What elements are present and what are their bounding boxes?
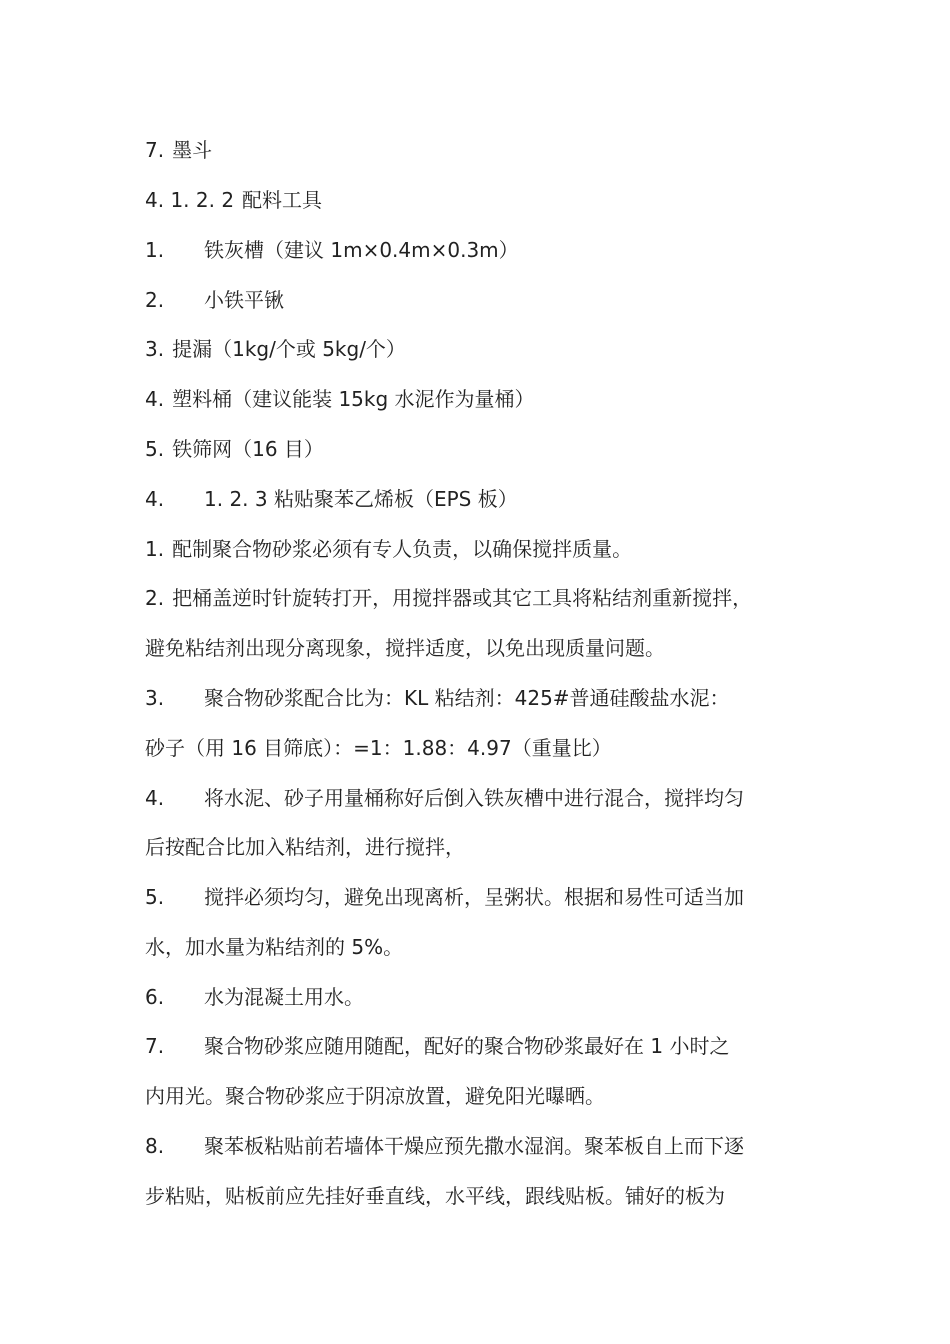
item-number: 3. [145, 337, 165, 361]
item-text: 配制聚合物砂浆必须有专人负责，以确保搅拌质量。 [172, 537, 633, 561]
item-number: 7. [145, 1034, 165, 1058]
list-item-continuation [145, 931, 835, 963]
section-heading [145, 184, 835, 216]
item-number: 5. [145, 437, 165, 461]
section-title: 1. 2. 3 粘贴聚苯乙烯板（EPS 板） [204, 487, 518, 511]
item-text: 内用光。聚合物砂浆应于阴凉放置，避免阳光曝晒。 [145, 1084, 605, 1108]
item-number: 4. [145, 387, 165, 411]
item-text: 铁筛网（16 目） [172, 437, 324, 461]
item-text: 聚合物砂浆应随用随配，配好的聚合物砂浆最好在 1 小时之 [204, 1034, 730, 1058]
item-number: 2. [145, 586, 165, 610]
item-number: 7. [145, 138, 165, 162]
list-item [145, 383, 835, 415]
list-item [145, 333, 835, 365]
section-number: 4. 1. 2. 2 [145, 188, 235, 212]
item-text: 铁灰槽（建议 1m×0.4m×0.3m） [204, 238, 519, 262]
list-item-continuation [145, 1180, 835, 1212]
list-item [145, 981, 835, 1013]
list-item [145, 682, 835, 714]
item-text: 塑料桶（建议能装 15kg 水泥作为量桶） [172, 387, 535, 411]
item-number: 4. [145, 786, 165, 810]
list-item [145, 234, 835, 266]
list-item [145, 881, 835, 913]
list-item [145, 433, 835, 465]
section-heading [145, 483, 835, 515]
list-item [145, 533, 835, 565]
list-item-continuation [145, 632, 835, 664]
section-title: 配料工具 [242, 188, 323, 212]
item-text: 水，加水量为粘结剂的 5%。 [145, 935, 404, 959]
list-item-continuation [145, 1080, 835, 1112]
list-item [145, 1130, 835, 1162]
item-text: 避免粘结剂出现分离现象，搅拌适度，以免出现质量问题。 [145, 636, 665, 660]
item-text: 步粘贴，贴板前应先挂好垂直线，水平线，跟线贴板。铺好的板为 [145, 1184, 725, 1208]
item-number: 1. [145, 537, 165, 561]
item-text: 小铁平锹 [204, 288, 284, 312]
list-item [145, 134, 835, 166]
item-text: 后按配合比加入粘结剂，进行搅拌， [145, 835, 465, 859]
item-text: 聚苯板粘贴前若墙体干燥应预先撒水湿润。聚苯板自上而下逐 [204, 1134, 744, 1158]
item-text: 砂子（用 16 目筛底）：=1：1.88：4.97（重量比） [145, 736, 612, 760]
item-number: 6. [145, 985, 165, 1009]
list-item [145, 782, 835, 814]
item-text: 将水泥、砂子用量桶称好后倒入铁灰槽中进行混合，搅拌均匀 [204, 786, 744, 810]
item-number: 8. [145, 1134, 165, 1158]
item-text: 搅拌必须均匀，避免出现离析，呈粥状。根据和易性可适当加 [204, 885, 744, 909]
list-item-continuation [145, 732, 835, 764]
item-text: 墨斗 [172, 138, 213, 162]
item-text: 聚合物砂浆配合比为：KL 粘结剂：425#普通硅酸盐水泥： [204, 686, 730, 710]
list-item-continuation [145, 831, 835, 863]
item-text: 水为混凝土用水。 [204, 985, 364, 1009]
item-number: 3. [145, 686, 165, 710]
list-item [145, 1030, 835, 1062]
item-number: 5. [145, 885, 165, 909]
item-number: 1. [145, 238, 165, 262]
list-item [145, 582, 835, 614]
section-number: 4. [145, 487, 165, 511]
item-text: 提漏（1kg/个或 5kg/个） [172, 337, 406, 361]
list-item [145, 284, 835, 316]
item-number: 2. [145, 288, 165, 312]
item-text: 把桶盖逆时针旋转打开，用搅拌器或其它工具将粘结剂重新搅拌， [172, 586, 753, 610]
